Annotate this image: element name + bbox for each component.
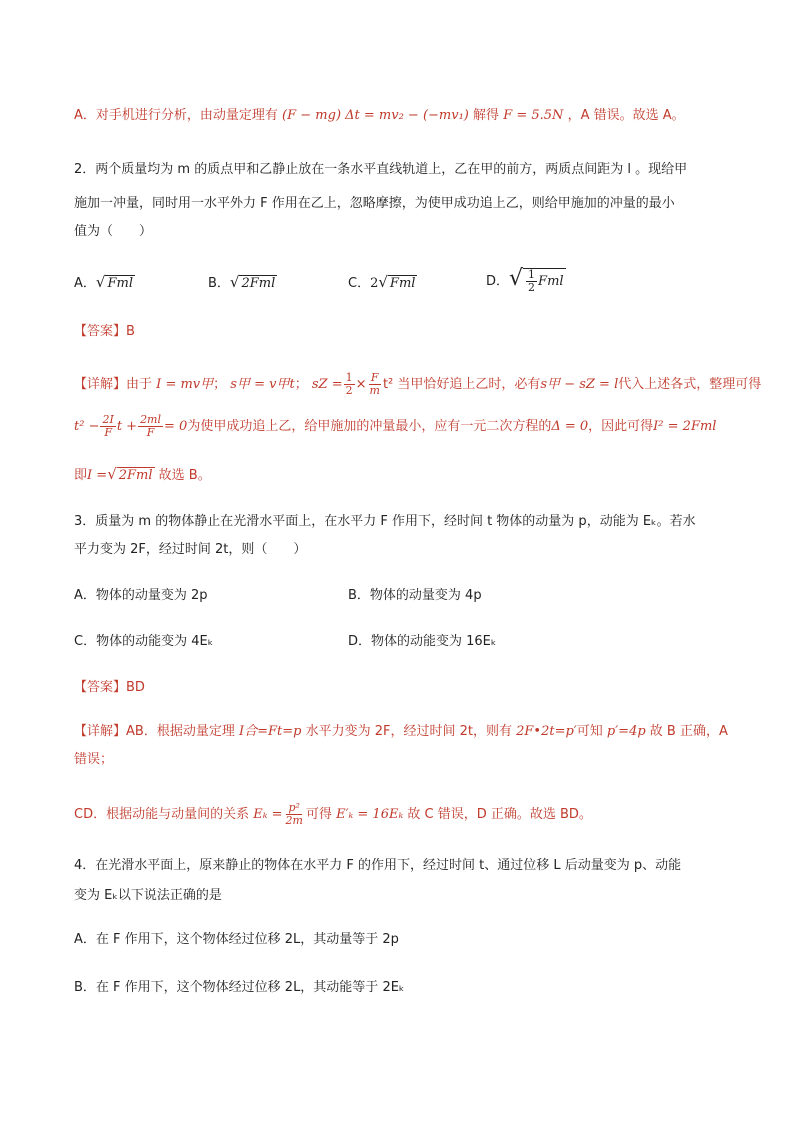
q2-stem-line-2: 施加一冲量，同时用一水平外力 F 作用在乙上，忽略摩擦，为使甲成功追上乙，则给甲施加的冲量的最小 <box>74 196 675 211</box>
q3-option-a: A．物体的动量变为 2p <box>74 588 208 603</box>
q3-detail-line-3: CD．根据动能与动量间的关系 Eₖ = $\frac{\text{p²}}{2m}$ 可得 E′ₖ = 16Eₖ 故 C 错误，D 正确。故选 BD。 <box>74 801 592 827</box>
q1-result: F = 5.5N <box>503 108 564 123</box>
q2-detail-line-1: 【详解】由于 I = mv甲； s甲 = v甲t； sZ = $\frac{1}{2}$ × $\frac{F}{m}$ t² 当甲恰好追上乙时，必有s甲 − sZ = l代入上述各式，整理可得 <box>74 371 762 397</box>
q3-option-d: D．物体的动能变为 16Eₖ <box>348 634 497 649</box>
q2-answer: 【答案】B <box>74 324 135 339</box>
q4-option-a: A．在 F 作用下，这个物体经过位移 2L，其动量等于 2p <box>74 932 399 947</box>
q4-option-b: B．在 F 作用下，这个物体经过位移 2L，其动能等于 2Eₖ <box>74 980 405 995</box>
q2-option-d: D．√ $\frac{1}{2}$ Fml <box>486 266 564 294</box>
q1-equation: (F − mg) Δt = mv₂ − (−mv₁) <box>282 108 469 123</box>
q2-stem-line-3: 值为（ ） <box>74 224 153 239</box>
q4-stem-line-2: 变为 Eₖ以下说法正确的是 <box>74 888 222 903</box>
q2-option-a: A．√ Fml <box>74 273 133 291</box>
q1-option-a-explanation: A．对手机进行分析，由动量定理有 (F − mg) Δt = mv₂ − (−mv₁) 解得 F = 5.5N ，A 错误。故选 A。 <box>74 108 685 123</box>
q3-stem-line-1: 3．质量为 m 的物体静止在光滑水平面上，在水平力 F 作用下，经时间 t 物体的动量为 p，动能为 Eₖ。若水 <box>74 514 696 529</box>
q3-option-c: C．物体的动能变为 4Eₖ <box>74 634 214 649</box>
q3-detail-line-2: 错误； <box>74 752 114 767</box>
q2-option-c: C．2√ Fml <box>348 273 416 291</box>
q2-detail-line-2: t² − $\frac{2I}{F}$ t + $\frac{2ml}{F}$ = 0为使甲成功追上乙，给甲施加的冲量最小，应有一元二次方程的Δ = 0，因此可得I² = 2Fml <box>74 413 717 439</box>
q3-detail-line-1: 【详解】AB．根据动量定理 I合=Ft=p 水平力变为 2F，经过时间 2t，则有 2F•2t=p′可知 p′=4p 故 B 正确，A <box>74 724 728 739</box>
q3-answer: 【答案】BD <box>74 680 145 695</box>
q2-detail-line-3: 即I =√ 2Fml 故选 B。 <box>74 465 211 483</box>
q4-stem-line-1: 4．在光滑水平面上，原来静止的物体在水平力 F 的作用下，经过时间 t、通过位移 L 后动量变为 p、动能 <box>74 858 682 873</box>
q2-option-b: B．√ 2Fml <box>208 273 276 291</box>
q3-stem-line-2: 平力变为 2F，经过时间 2t，则（ ） <box>74 542 307 557</box>
q3-option-b: B．物体的动量变为 4p <box>348 588 482 603</box>
q2-stem-line-1: 2．两个质量均为 m 的质点甲和乙静止放在一条水平直线轨道上，乙在甲的前方，两质点间距为 l 。现给甲 <box>74 162 688 177</box>
